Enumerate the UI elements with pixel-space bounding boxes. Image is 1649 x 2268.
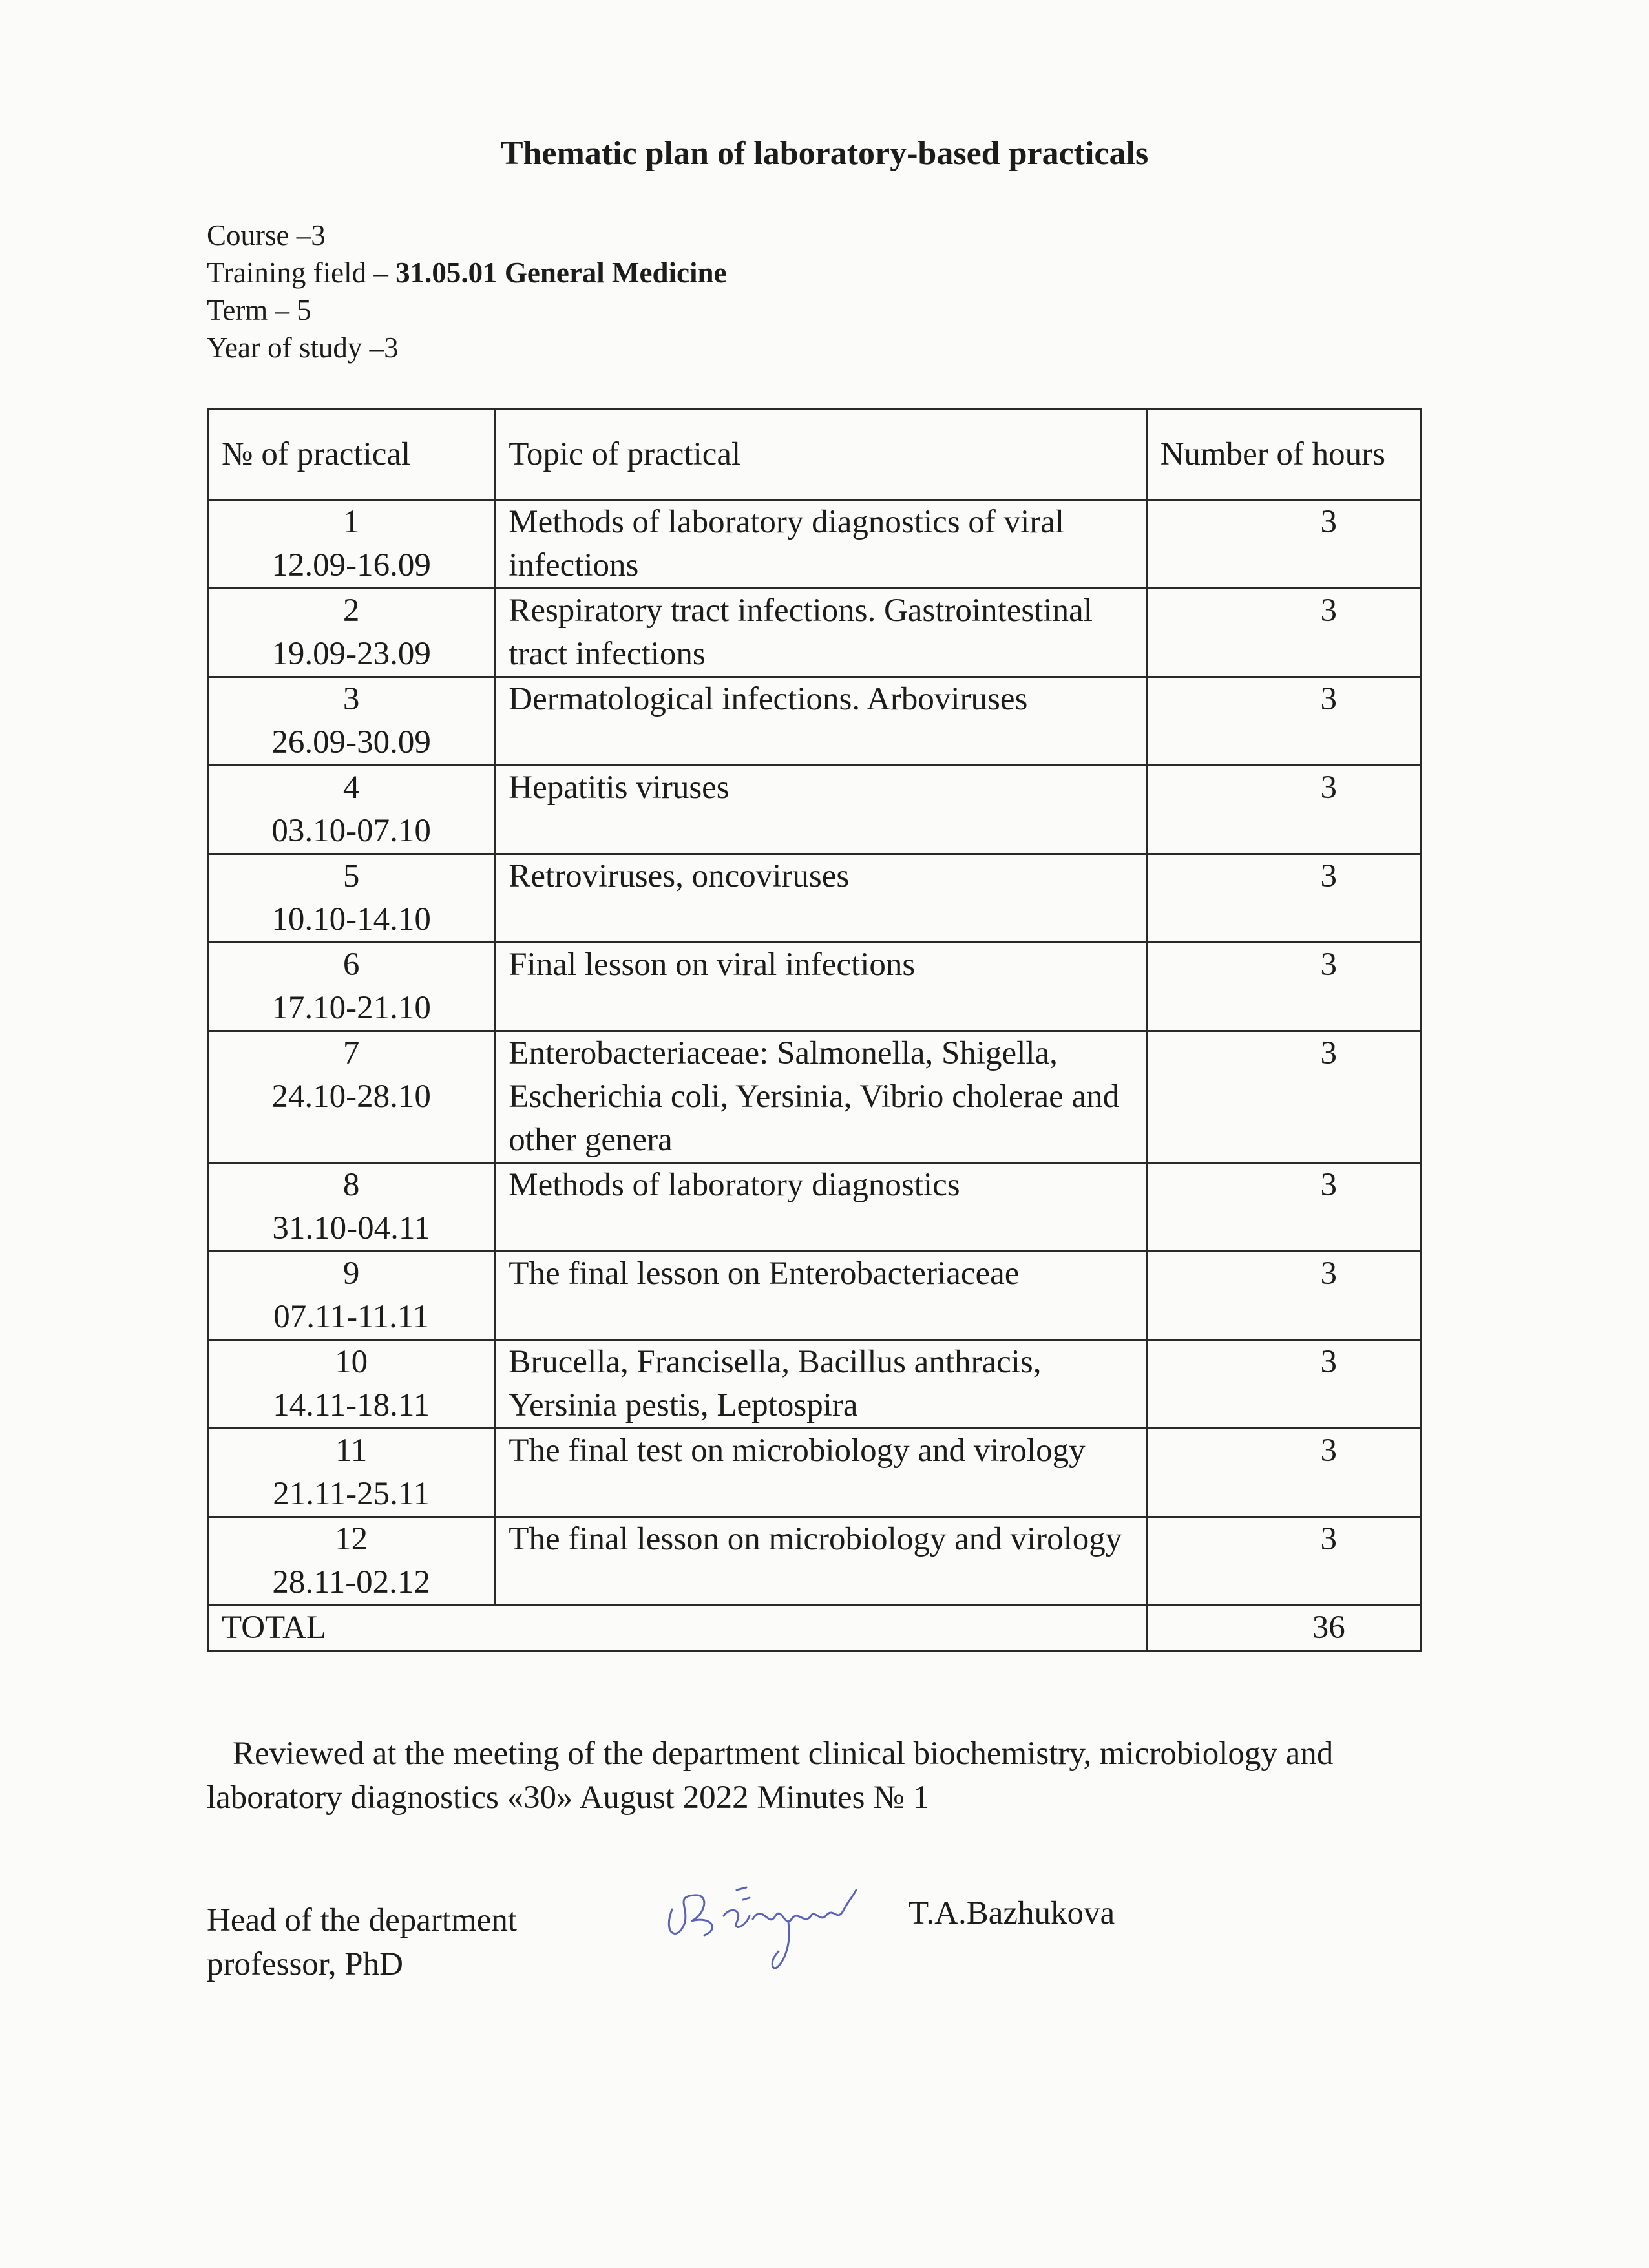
table-row <box>208 943 1421 1031</box>
table-row <box>208 1031 1421 1163</box>
practical-topic: Brucella, Francisella, Bacillus anthracis, Yersinia pestis, Leptospira <box>495 1340 1146 1429</box>
training-field-line <box>207 254 727 291</box>
practical-topic: Retroviruses, oncoviruses <box>495 854 1146 943</box>
practical-topic: The final lesson on microbiology and virology <box>495 1517 1146 1606</box>
practical-hours: 3 <box>1146 854 1420 943</box>
practical-hours: 3 <box>1146 1429 1420 1517</box>
practical-hours: 3 <box>1146 943 1420 1031</box>
table-row <box>208 854 1421 943</box>
practical-topic: Enterobacteriaceae: Salmonella, Shigella, Escherichia coli, Yersinia, Vibrio cholerae and other genera <box>495 1031 1146 1163</box>
course-line: Course –3 <box>207 219 326 251</box>
practical-dates: 26.09-30.09 <box>271 724 431 761</box>
practical-hours: 3 <box>1146 589 1420 677</box>
table-row <box>208 1163 1421 1252</box>
handwritten-signature <box>659 1871 872 1980</box>
practical-number-cell <box>208 1429 495 1517</box>
practical-number-cell <box>208 1340 495 1429</box>
practical-number-cell <box>208 766 495 854</box>
column-header-topic: Topic of practical <box>495 410 1146 500</box>
practical-dates: 03.10-07.10 <box>271 813 431 849</box>
practical-number-cell <box>208 943 495 1031</box>
page-title: Thematic plan of laboratory-based practicals <box>500 135 1149 172</box>
practical-number-cell <box>208 500 495 589</box>
practical-number: 5 <box>342 858 360 894</box>
practical-hours: 3 <box>1146 1517 1420 1606</box>
practical-dates: 12.09-16.09 <box>271 547 431 583</box>
table-row <box>208 500 1421 589</box>
practical-number-cell <box>208 1163 495 1252</box>
practical-topic: Methods of laboratory diagnostics of viral infections <box>495 500 1146 589</box>
practical-number: 12 <box>335 1521 368 1557</box>
course-meta <box>207 216 727 366</box>
practical-number: 3 <box>342 681 360 717</box>
practical-number: 9 <box>342 1255 360 1292</box>
total-label: TOTAL <box>208 1606 1147 1651</box>
practicals-table <box>207 408 1422 1652</box>
practical-dates: 14.11-18.11 <box>273 1387 430 1423</box>
table-row <box>208 589 1421 677</box>
practical-dates: 24.10-28.10 <box>271 1078 431 1115</box>
practical-topic: Dermatological infections. Arboviruses <box>495 677 1146 766</box>
table-row <box>208 1340 1421 1429</box>
training-field-value: 31.05.01 General Medicine <box>395 257 727 289</box>
practical-number-cell <box>208 854 495 943</box>
table-row <box>208 677 1421 766</box>
practical-hours: 3 <box>1146 1163 1420 1252</box>
total-hours: 36 <box>1146 1606 1420 1651</box>
year-line: Year of study –3 <box>207 331 399 364</box>
table-header-row <box>208 410 1421 500</box>
training-field-label: Training field – <box>207 257 396 289</box>
term-line: Term – 5 <box>207 294 311 326</box>
practical-dates: 31.10-04.11 <box>272 1210 430 1246</box>
practical-number: 1 <box>342 504 360 540</box>
practical-dates: 17.10-21.10 <box>271 990 431 1026</box>
table-body <box>208 500 1421 1606</box>
total-row <box>208 1606 1421 1651</box>
signatory-name: T.A.Bazhukova <box>909 1895 1115 1931</box>
practical-number-cell <box>208 589 495 677</box>
practical-topic: Final lesson on viral infections <box>495 943 1146 1031</box>
practical-topic: Hepatitis viruses <box>495 766 1146 854</box>
practical-topic: The final lesson on Enterobacteriaceae <box>495 1252 1146 1340</box>
practical-number: 7 <box>342 1035 360 1071</box>
review-note: Reviewed at the meeting of the department clinical biochemistry, microbiology and laboratory diagnostics «30» August 2022 Minutes № 1 <box>207 1736 1334 1816</box>
practical-topic: The final test on microbiology and virology <box>495 1429 1146 1517</box>
practical-hours: 3 <box>1146 766 1420 854</box>
practical-dates: 10.10-14.10 <box>271 901 431 938</box>
practical-number: 8 <box>342 1167 360 1203</box>
practical-hours: 3 <box>1146 1340 1420 1429</box>
practical-topic: Methods of laboratory diagnostics <box>495 1163 1146 1252</box>
column-header-number: № of practical <box>208 410 495 500</box>
practical-hours: 3 <box>1146 500 1420 589</box>
head-degree-line: professor, PhD <box>207 1946 403 1982</box>
practical-number: 6 <box>342 947 360 983</box>
practical-hours: 3 <box>1146 1252 1420 1340</box>
practical-number: 10 <box>335 1344 368 1380</box>
table-row <box>208 1252 1421 1340</box>
practical-number-cell <box>208 1517 495 1606</box>
practical-dates: 28.11-02.12 <box>272 1564 430 1601</box>
practical-dates: 07.11-11.11 <box>273 1299 430 1335</box>
practical-dates: 21.11-25.11 <box>273 1476 430 1512</box>
practical-number: 2 <box>342 593 360 629</box>
head-of-department <box>207 1898 517 1986</box>
practical-hours: 3 <box>1146 1031 1420 1163</box>
head-title-line: Head of the department <box>207 1902 518 1938</box>
practical-number-cell <box>208 1252 495 1340</box>
practical-hours: 3 <box>1146 677 1420 766</box>
practical-number: 11 <box>335 1433 368 1469</box>
practical-number: 4 <box>342 770 360 806</box>
table-row <box>208 766 1421 854</box>
practical-dates: 19.09-23.09 <box>271 636 431 672</box>
table-row <box>208 1429 1421 1517</box>
practical-number-cell <box>208 1031 495 1163</box>
table-row <box>208 1517 1421 1606</box>
column-header-hours: Number of hours <box>1146 410 1420 500</box>
practical-topic: Respiratory tract infections. Gastrointestinal tract infections <box>495 589 1146 677</box>
practical-number-cell <box>208 677 495 766</box>
